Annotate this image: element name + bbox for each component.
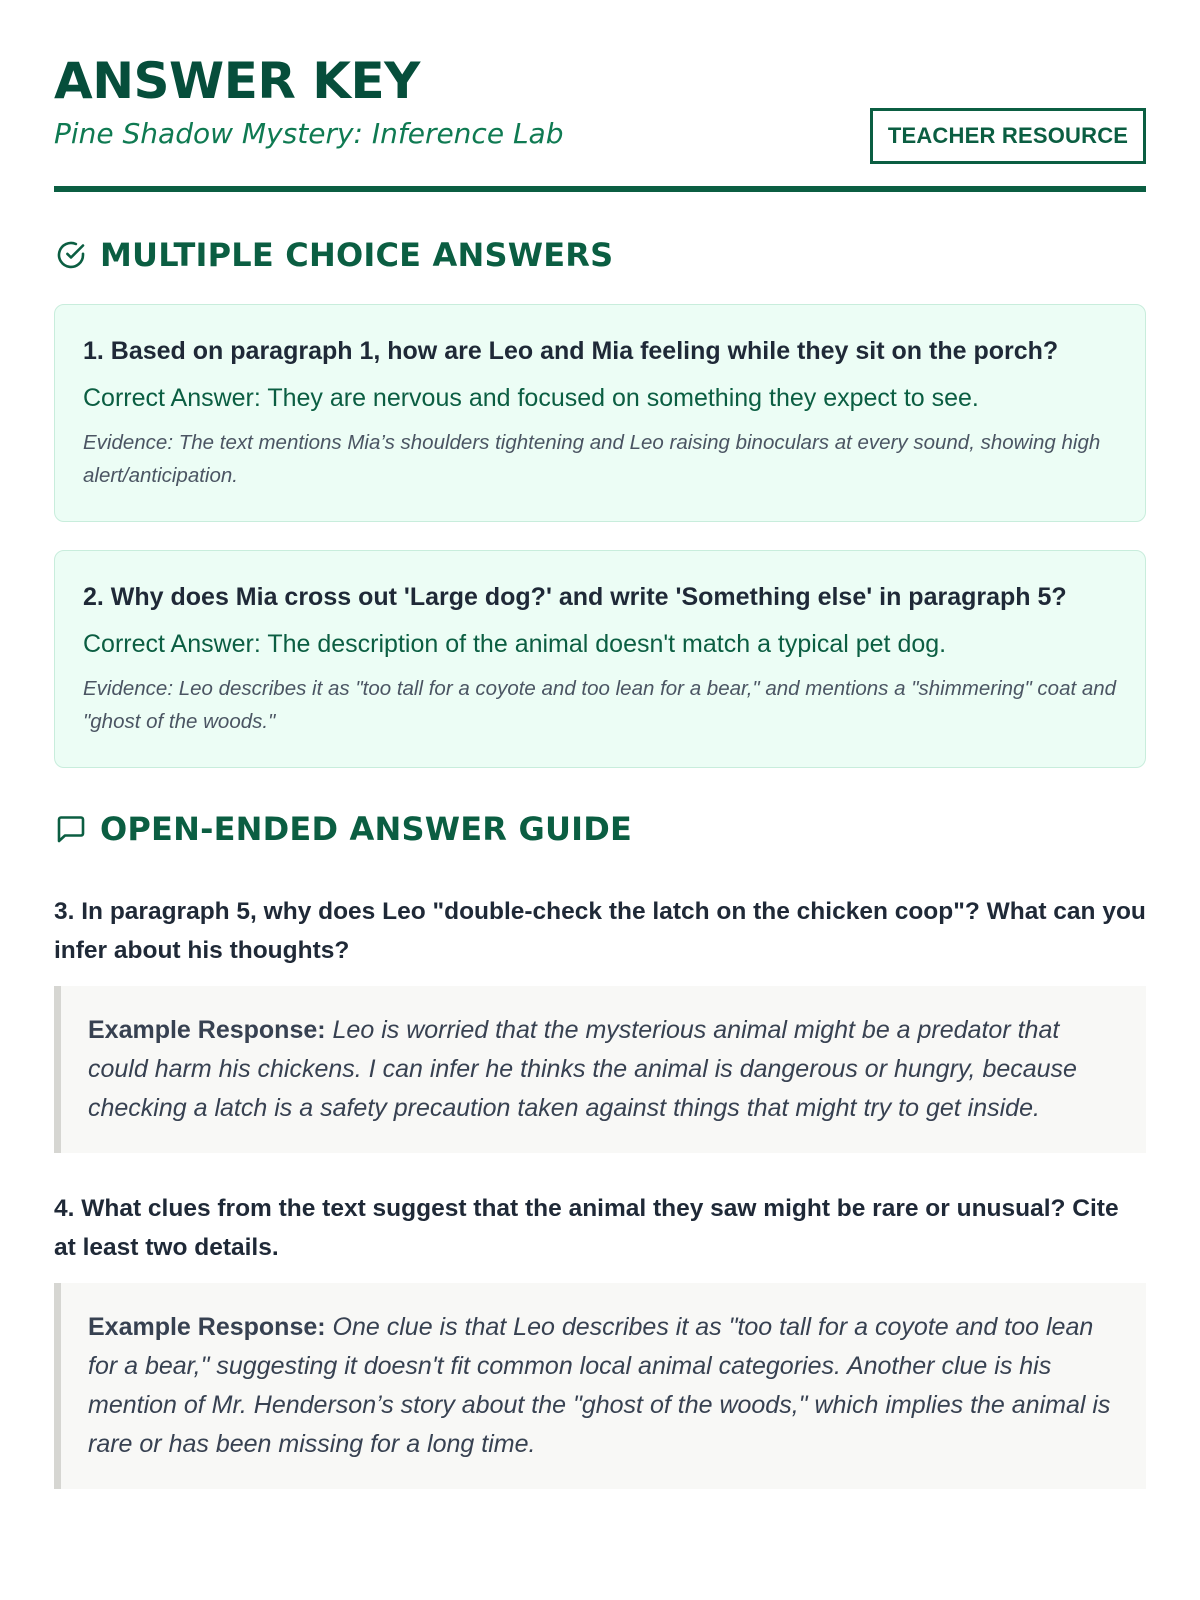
example-response-label: Example Response: (88, 1016, 333, 1044)
example-response-text: One clue is that Leo describes it as "too tall for a coyote and too lean for a bear," suggesting it doesn't fit common local animal categories. Another clue is his mention of Mr. Henderson’s story about the "ghost of the woods," which implies the animal is rare or has been missing for a long time. (88, 1313, 1111, 1458)
speech-bubble-icon (54, 812, 88, 846)
example-response-text: Leo is worried that the mysterious animal might be a predator that could harm his chickens. I can infer he thinks the animal is dangerous or hungry, because checking a latch is a safety precaution taken against things that might try to get inside. (88, 1016, 1077, 1122)
mc-correct-answer: Correct Answer: The description of the animal doesn't match a typical pet dog. (83, 630, 947, 658)
open-ended-heading-label: OPEN-ENDED ANSWER GUIDE (100, 810, 633, 848)
multiple-choice-heading-label: MULTIPLE CHOICE ANSWERS (100, 236, 614, 274)
mc-question: 1. Based on paragraph 1, how are Leo and Mia feeling while they sit on the porch? (83, 337, 1059, 365)
mc-answer-card (54, 304, 1146, 522)
open-ended-heading (54, 806, 1146, 852)
mc-evidence: Evidence: Leo describes it as "too tall for a coyote and too lean for a bear," and mentions a "shimmering" coat and "ghost of the woods." (83, 677, 1117, 733)
mc-question: 2. Why does Mia cross out 'Large dog?' and write 'Something else' in paragraph 5? (83, 583, 1067, 611)
example-response (54, 986, 1146, 1153)
page-header (54, 52, 1146, 192)
open-ended-question: 4. What clues from the text suggest that the animal they saw might be rare or unusual? Cite at least two details. (54, 1195, 1119, 1261)
page-subtitle: Pine Shadow Mystery: Inference Lab (54, 117, 564, 150)
example-response (54, 1283, 1146, 1489)
teacher-resource-badge: TEACHER RESOURCE (870, 108, 1146, 164)
multiple-choice-heading (54, 232, 1146, 278)
mc-evidence: Evidence: The text mentions Mia’s shoulders tightening and Leo raising binoculars at every sound, showing high alert/anticipation. (83, 431, 1101, 487)
mc-correct-answer: Correct Answer: They are nervous and focused on something they expect to see. (83, 384, 979, 412)
open-ended-question: 3. In paragraph 5, why does Leo "double-check the latch on the chicken coop"? What can you infer about his thoughts? (54, 898, 1146, 964)
page-title: ANSWER KEY (54, 52, 420, 110)
check-circle-icon (54, 238, 88, 272)
example-response-label: Example Response: (88, 1313, 333, 1341)
mc-answer-card (54, 550, 1146, 768)
